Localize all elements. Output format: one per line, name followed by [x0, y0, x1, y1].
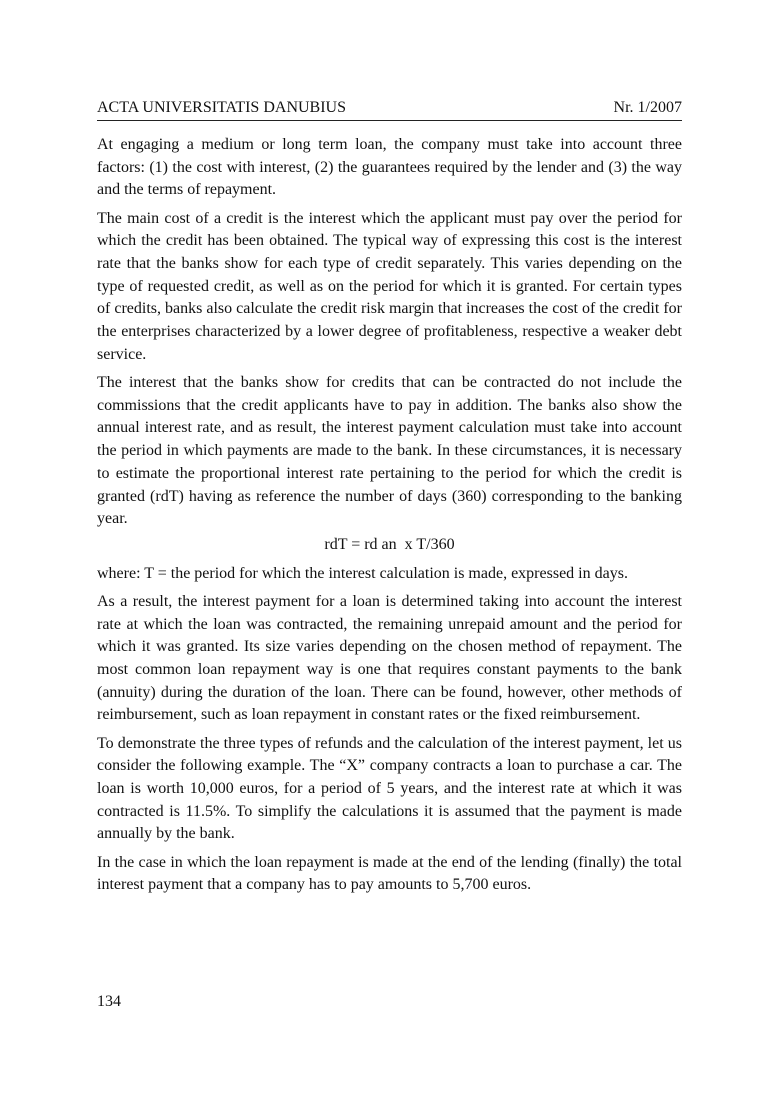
paragraph-example: To demonstrate the three types of refunds and the calculation of the interest payment, let us consider the following example. The “X” company contracts a loan to purchase a car. The loan is worth 10,000 euros, for a period of 5 years, and the interest rate at which it was contracted is 11.5%. To simplify the calculations it is assumed that the payment is made annually by the bank. [97, 734, 682, 843]
header-rule [97, 120, 682, 121]
paragraph-repayment-methods: As a result, the interest payment for a loan is determined taking into account the interest rate at which the loan was contracted, the remaining unrepaid amount and the period for which it was granted. Its size varies depending on the chosen method of repayment. The most common loan repayment way is one that requires constant payments to the bank (annuity) during the duration of the loan. There can be found, however, other methods of reimbursement, such as loan repayment in constant rates or the fixed reimbursement. [97, 592, 682, 724]
journal-title: ACTA UNIVERSITATIS DANUBIUS [97, 99, 346, 116]
body-text [97, 134, 682, 903]
running-header [97, 98, 682, 118]
paragraph-loan-factors: At engaging a medium or long term loan, the company must take into account three factors: (1) the cost with interest, (2) the guarantees required by the lender and (3) the way and the terms of repayment. [97, 136, 682, 199]
paragraph-interest-rate: The interest that the banks show for credits that can be contracted do not include the commissions that the credit applicants have to pay in addition. The banks also show the annual interest rate, and as result, the interest payment calculation must take into account the period in which payments are made to the bank. In these circumstances, it is necessary to estimate the proportional interest rate pertaining to the period for which the credit is granted (rdT) having as reference the number of days (360) corresponding to the banking year. [97, 374, 682, 528]
paragraph-final-repayment: In the case in which the loan repayment is made at the end of the lending (finally) the total interest payment that a company has to pay amounts to 5,700 euros. [97, 853, 682, 894]
paragraph-formula-where: where: T = the period for which the interest calculation is made, expressed in days. [97, 564, 628, 582]
issue-number: Nr. 1/2007 [613, 99, 682, 116]
paragraph-credit-cost: The main cost of a credit is the interest which the applicant must pay over the period for which the credit has been obtained. The typical way of expressing this cost is the interest rate that the banks show for each type of credit separately. This varies depending on the type of requested credit, as well as on the period for which it is granted. For certain types of credits, banks also calculate the credit risk margin that increases the cost of the credit for the enterprises characterized by a lower degree of profitableness, respective a weaker debt service. [97, 209, 682, 363]
page-number: 134 [97, 993, 121, 1010]
formula: rdT = rd an x T/360 [324, 536, 455, 554]
